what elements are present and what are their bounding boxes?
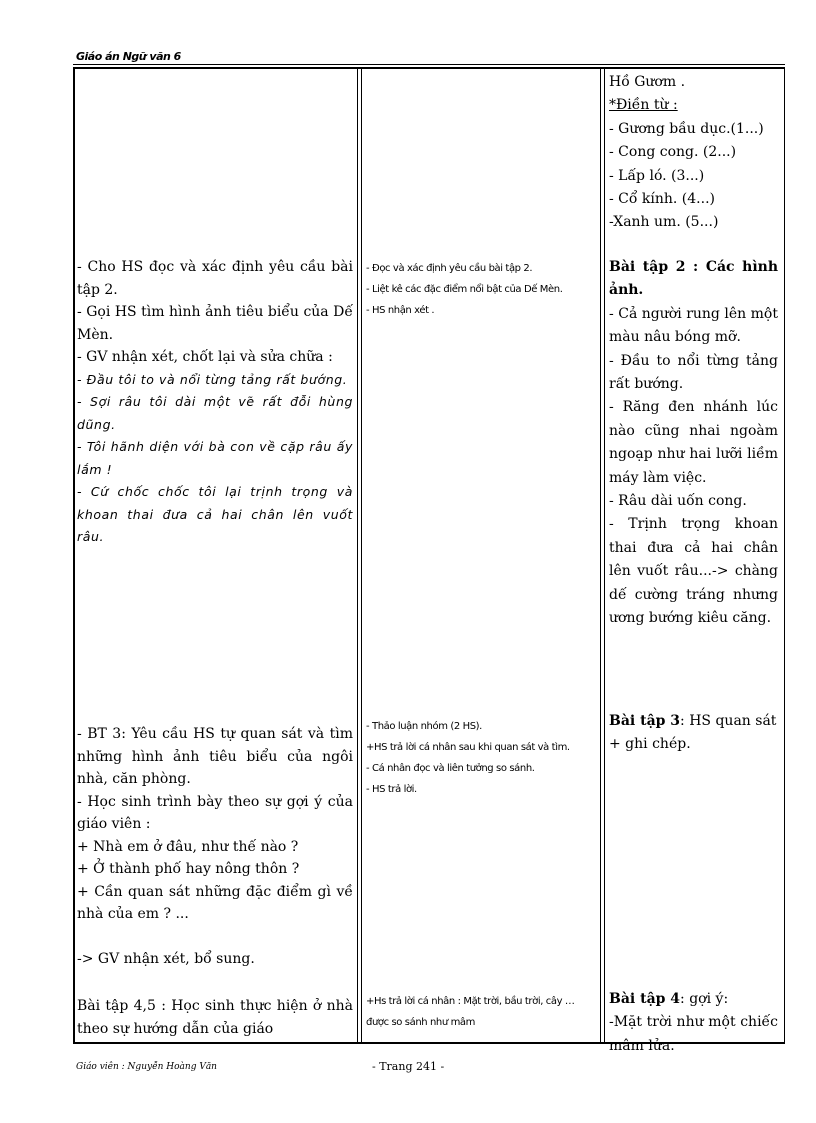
quote-line: - Đầu tôi to và nổi từng tảng rất bướng.: [77, 371, 348, 387]
student-step: +HS trả lời cá nhân sau khi quan sát và tìm.: [366, 742, 570, 753]
answer-cell-3: [609, 710, 778, 757]
exercise-title: Bài tập 3: [609, 713, 681, 729]
answer-cell-continued: [609, 71, 778, 235]
quote-line: - Cứ chốc chốc tôi lại trịnh trọng và khoan thai đưa cả hai chân lên vuốt râu.: [77, 484, 353, 544]
teacher-step: - GV nhận xét, chốt lại và sửa chữa :: [77, 349, 333, 365]
student-step: - Đọc và xác định yêu cầu bài tập 2.: [366, 263, 533, 274]
fill-item: - Lấp ló. (3...): [609, 167, 705, 184]
student-step: - HS nhận xét .: [366, 305, 435, 316]
teacher-step: - BT 3: Yêu cầu HS tự quan sát và tìm những hình ảnh tiêu biểu của ngôi nhà, căn phòng.: [77, 726, 353, 787]
answer-line: - Răng đen nhánh lúc nào cũng nhai ngoàm ngoạp như hai lưỡi liềm máy làm việc.: [609, 399, 778, 486]
answer-line: - Cả người rung lên một màu nâu bóng mỡ.: [609, 305, 778, 346]
student-step: - Liệt kê các đặc điểm nổi bật của Dế Mèn.: [366, 284, 563, 295]
exercise-title: Bài tập 2 : Các hình ảnh.: [609, 259, 778, 299]
answer-cell-2: [609, 256, 778, 631]
teacher-step: + Cần quan sát những đặc điểm gì về nhà của em ? ...: [77, 883, 353, 922]
student-step: - Thảo luận nhóm (2 HS).: [366, 721, 482, 732]
page-number: - Trang 241 -: [372, 1060, 445, 1073]
student-step: +Hs trả lời cá nhân : Mặt trời, bầu trời, cây … được so sánh như mâm: [366, 996, 575, 1028]
answer-text: : HS quan sát + ghi chép.: [609, 713, 777, 753]
answer-line: -Mặt trời như một chiếc mâm lửa.: [609, 1014, 778, 1054]
exercise-title: Bài tập 4: [609, 991, 681, 1007]
fill-item: - Cong cong. (2...): [609, 144, 737, 161]
teacher-step: - Cho HS đọc và xác định yêu cầu bài tập 2.: [77, 259, 353, 298]
quote-line: - Sợi râu tôi dài một vẽ rất đỗi hùng dũng.: [77, 394, 353, 432]
column-divider: [361, 67, 362, 1042]
teacher-step: + Nhà em ở đâu, như thế nào ?: [77, 838, 299, 855]
student-activity-4: [366, 991, 598, 1033]
column-divider: [357, 67, 358, 1042]
teacher-step: - Học sinh trình bày theo sự gợi ý của giáo viên :: [77, 793, 353, 832]
fill-item: - Cổ kính. (4...): [609, 191, 715, 208]
student-step: - Cá nhân đọc và liên tưởng so sánh.: [366, 763, 535, 774]
header-rule: [73, 64, 785, 65]
teacher-step: - Gọi HS tìm hình ảnh tiêu biểu của Dế Mèn.: [77, 304, 353, 343]
answer-line: - Đầu to nổi từng tảng rất bướng.: [609, 352, 778, 393]
fill-item: - Gương bầu dục.(1...): [609, 120, 764, 137]
column-divider: [604, 67, 605, 1042]
answer-cell-4: [609, 988, 778, 1058]
answer-line: - Trịnh trọng khoan thai đưa cả hai chân lên vuốt râu...-> chàng dế cường tráng nhưng ương bướng kiêu căng.: [609, 516, 778, 627]
student-step: - HS trả lời.: [366, 784, 417, 795]
document-header: Giáo án Ngữ văn 6: [76, 50, 181, 63]
student-activity-2: [366, 258, 598, 321]
teacher-activity-3: [77, 723, 353, 970]
teacher-step: -> GV nhận xét, bổ sung.: [77, 950, 255, 967]
quote-line: - Tôi hãnh diện với bà con về cặp râu ấy lắm !: [77, 439, 353, 477]
teacher-activity-2: [77, 256, 353, 549]
teacher-activity-4: [77, 995, 353, 1040]
teacher-step: + Ở thành phố hay nông thôn ?: [77, 861, 300, 877]
teacher-step: Bài tập 4,5 : Học sinh thực hiện ở nhà theo sự hướng dẫn của giáo: [77, 998, 353, 1037]
column-divider: [600, 67, 601, 1042]
answer-text: : gợi ý:: [680, 991, 729, 1007]
answer-line: - Râu dài uốn cong.: [609, 493, 747, 510]
answer-line: Hồ Gươm .: [609, 74, 686, 90]
fill-item: -Xanh um. (5...): [609, 214, 719, 231]
student-activity-3: [366, 716, 598, 800]
footer-teacher: Giáo viên : Nguyễn Hoàng Văn: [76, 1062, 217, 1072]
fill-words-title: *Điền từ :: [609, 97, 678, 114]
